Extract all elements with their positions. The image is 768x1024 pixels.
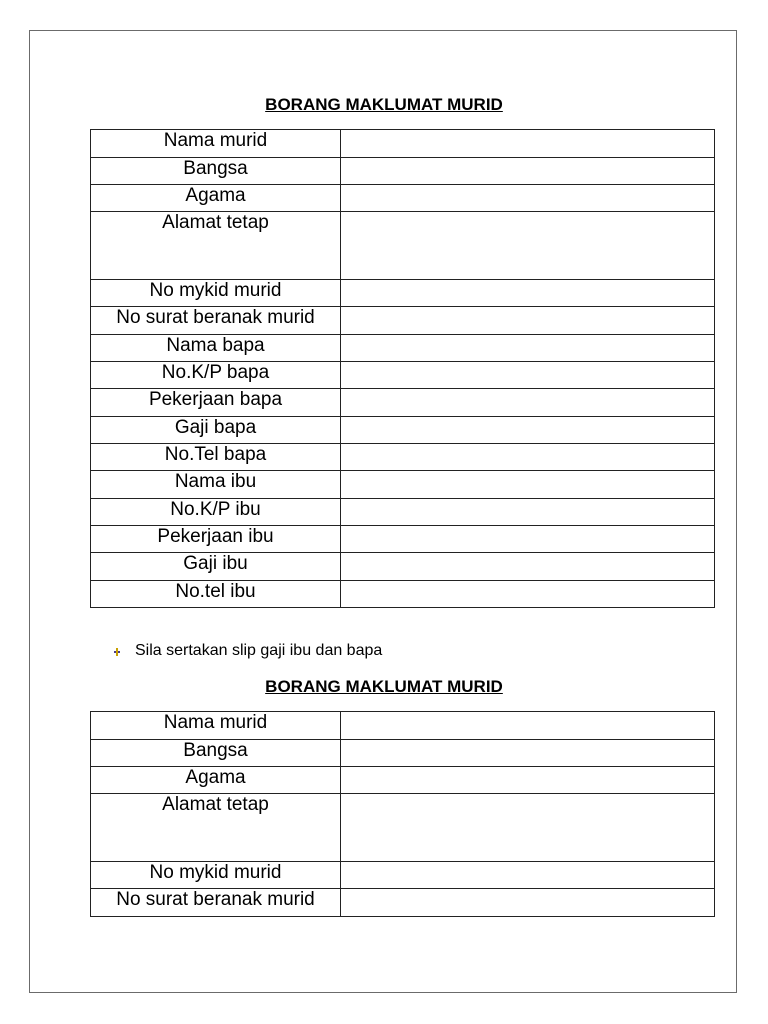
table-row: [91, 889, 715, 917]
row-label: Bangsa: [91, 740, 341, 767]
row-label: Alamat tetap: [91, 212, 341, 280]
table-row: [91, 794, 715, 862]
row-label: Agama: [91, 185, 341, 212]
row-label: Pekerjaan ibu: [91, 526, 341, 553]
row-label: No surat beranak murid: [91, 307, 341, 335]
student-info-table: [90, 129, 715, 608]
table-row: [91, 526, 715, 553]
row-label: Bangsa: [91, 158, 341, 185]
row-label: No.Tel bapa: [91, 444, 341, 471]
table-row: [91, 130, 715, 158]
table-row: [91, 553, 715, 581]
table-row: [91, 280, 715, 307]
row-label: Gaji bapa: [91, 417, 341, 444]
arrow-bullet-icon: [112, 646, 122, 656]
row-value-field[interactable]: [341, 185, 715, 212]
row-label: Pekerjaan bapa: [91, 389, 341, 417]
row-value-field[interactable]: [341, 526, 715, 553]
row-value-field[interactable]: [341, 889, 715, 917]
row-value-field[interactable]: [341, 389, 715, 417]
table-row: [91, 307, 715, 335]
form-title: BORANG MAKLUMAT MURID: [265, 95, 503, 114]
row-label: No mykid murid: [91, 280, 341, 307]
note-text: Sila sertakan slip gaji ibu dan bapa: [135, 642, 383, 659]
payslip-note: [112, 640, 382, 662]
table-row: [91, 212, 715, 280]
table-row: [91, 158, 715, 185]
row-value-field[interactable]: [341, 794, 715, 862]
row-value-field[interactable]: [341, 335, 715, 362]
row-value-field[interactable]: [341, 280, 715, 307]
row-label: No.K/P bapa: [91, 362, 341, 389]
row-value-field[interactable]: [341, 212, 715, 280]
row-label: Nama murid: [91, 712, 341, 740]
table-row: [91, 444, 715, 471]
table-row: [91, 335, 715, 362]
row-value-field[interactable]: [341, 417, 715, 444]
row-label: Agama: [91, 767, 341, 794]
table-row: [91, 499, 715, 526]
table-row: [91, 471, 715, 499]
table-row: [91, 389, 715, 417]
row-value-field[interactable]: [341, 499, 715, 526]
form-title: BORANG MAKLUMAT MURID: [265, 677, 503, 696]
table-row: [91, 862, 715, 889]
table-row: [91, 581, 715, 608]
row-label: Alamat tetap: [91, 794, 341, 862]
row-label: Nama ibu: [91, 471, 341, 499]
table-row: [91, 740, 715, 767]
row-label: No.tel ibu: [91, 581, 341, 608]
row-value-field[interactable]: [341, 767, 715, 794]
row-value-field[interactable]: [341, 130, 715, 158]
row-value-field[interactable]: [341, 553, 715, 581]
row-value-field[interactable]: [341, 158, 715, 185]
row-value-field[interactable]: [341, 362, 715, 389]
row-value-field[interactable]: [341, 712, 715, 740]
student-info-table: [90, 711, 715, 917]
row-value-field[interactable]: [341, 444, 715, 471]
row-label: Nama murid: [91, 130, 341, 158]
row-label: No mykid murid: [91, 862, 341, 889]
row-value-field[interactable]: [341, 307, 715, 335]
table-row: [91, 362, 715, 389]
table-row: [91, 417, 715, 444]
table-row: [91, 185, 715, 212]
row-label: Nama bapa: [91, 335, 341, 362]
row-value-field[interactable]: [341, 740, 715, 767]
row-label: No.K/P ibu: [91, 499, 341, 526]
row-value-field[interactable]: [341, 581, 715, 608]
row-value-field[interactable]: [341, 862, 715, 889]
row-value-field[interactable]: [341, 471, 715, 499]
table-row: [91, 767, 715, 794]
row-label: Gaji ibu: [91, 553, 341, 581]
table-row: [91, 712, 715, 740]
row-label: No surat beranak murid: [91, 889, 341, 917]
